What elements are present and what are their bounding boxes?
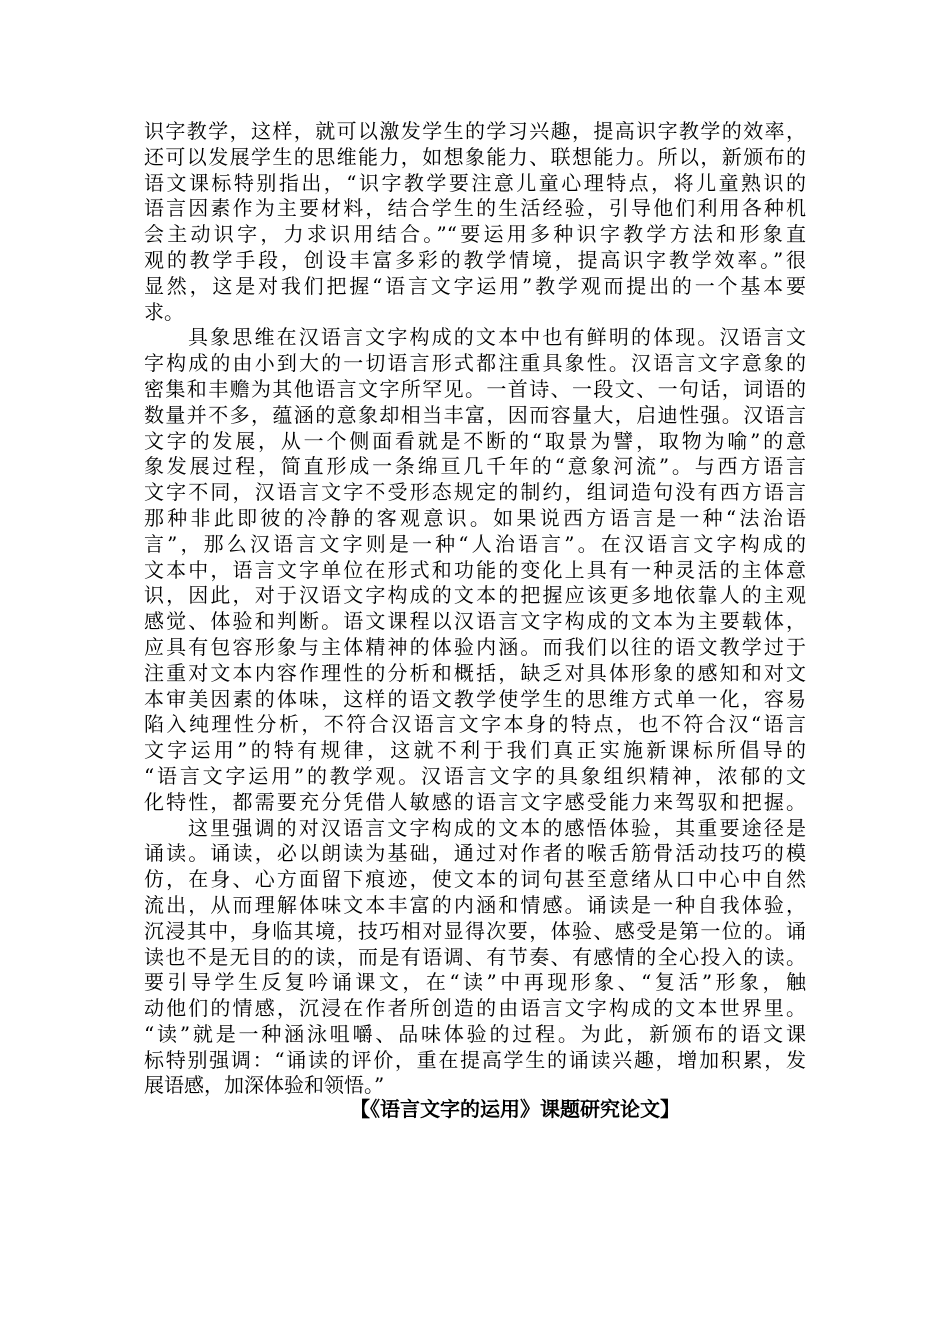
- text-line: 陷入纯理性分析，不符合汉语言文字本身的特点，也不符合汉“语言: [144, 712, 806, 737]
- text-line: 文字运用”的特有规律，这就不利于我们真正实施新课标所倡导的: [144, 738, 806, 763]
- text-line: 还可以发展学生的思维能力，如想象能力、联想能力。所以，新颁布的: [144, 144, 806, 169]
- text-line: 语文课标特别指出，“识字教学要注意儿童心理特点，将儿童熟识的: [144, 170, 806, 195]
- text-line: 数量并不多，蕴涵的意象却相当丰富，因而容量大，启迪性强。汉语言: [144, 402, 806, 427]
- text-line: 应具有包容形象与主体精神的体验内涵。而我们以往的语文教学过于: [144, 634, 806, 659]
- text-line: 文本中，语言文字单位在形式和功能的变化上具有一种灵活的主体意: [144, 557, 806, 582]
- text-line: 要引导学生反复吟诵课文，在“读”中再现形象、“复活”形象，触: [144, 970, 806, 995]
- text-line: 识字教学，这样，就可以激发学生的学习兴趣，提高识字教学的效率，: [144, 119, 806, 143]
- text-line: 展语感，加深体验和领悟。”: [144, 1073, 385, 1098]
- text-line: 动他们的情感，沉浸在作者所创造的由语言文字构成的文本世界里。: [144, 996, 806, 1021]
- text-line: 文字的发展，从一个侧面看就是不断的“取景为譬，取物为喻”的意: [144, 428, 806, 453]
- text-line: 字构成的由小到大的一切语言形式都注重具象性。汉语言文字意象的: [144, 351, 806, 376]
- text-line: 化特性，都需要充分凭借人敏感的语言文字感受能力来驾驭和把握。: [144, 789, 806, 814]
- paragraph-1: [144, 119, 806, 325]
- text-line: 这里强调的对汉语言文字构成的文本的感悟体验，其重要途径是: [188, 815, 806, 840]
- paragraph-2: [144, 325, 806, 815]
- text-line: 那种非此即彼的冷静的客观意识。如果说西方语言是一种“法治语: [144, 505, 806, 530]
- text-line: 会主动识字，力求识用结合。”“要运用多种识字教学方法和形象直: [144, 222, 806, 247]
- text-line: 观的教学手段，创设丰富多彩的教学情境，提高识字教学效率。”很: [144, 247, 806, 272]
- text-line: 识，因此，对于汉语文字构成的文本的把握应该更多地依靠人的主观: [144, 583, 806, 608]
- text-line: 显然，这是对我们把握“语言文字运用”教学观而提出的一个基本要: [144, 273, 806, 298]
- text-line: 象发展过程，简直形成一条绵亘几千年的“意象河流”。与西方语言: [144, 454, 806, 479]
- text-line: 沉浸其中，身临其境，技巧相对显得次要，体验、感受是第一位的。诵: [144, 918, 806, 943]
- text-line: 具象思维在汉语言文字构成的文本中也有鲜明的体现。汉语言文: [188, 325, 806, 350]
- text-line: 注重对文本内容作理性的分析和概括，缺乏对具体形象的感知和对文: [144, 660, 806, 685]
- text-line: 语言因素作为主要材料，结合学生的生活经验，引导他们利用各种机: [144, 196, 806, 221]
- footer-title: 【《语言文字的运用》课题研究论文】: [350, 1097, 680, 1121]
- text-line: 诵读。诵读，必以朗读为基础，通过对作者的喉舌筋骨活动技巧的模: [144, 841, 806, 866]
- text-line: 密集和丰赡为其他语言文字所罕见。一首诗、一段文、一句话，词语的: [144, 376, 806, 401]
- text-line: “语言文字运用”的教学观。汉语言文字的具象组织精神，浓郁的文: [144, 763, 806, 788]
- document-body: [144, 119, 806, 1099]
- text-line: 本审美因素的体味，这样的语文教学使学生的思维方式单一化，容易: [144, 686, 806, 711]
- paragraph-3: [144, 816, 806, 1100]
- text-line: 流出，从而理解体味文本丰富的内涵和情感。诵读是一种自我体验，: [144, 892, 806, 917]
- text-line: 读也不是无目的的读，而是有语调、有节奏、有感情的全心投入的读。: [144, 944, 806, 969]
- text-line: 标特别强调：“诵读的评价，重在提高学生的诵读兴趣，增加积累，发: [144, 1047, 806, 1072]
- text-line: 言”，那么汉语言文字则是一种“人治语言”。在汉语言文字构成的: [144, 531, 806, 556]
- text-line: “读”就是一种涵泳咀嚼、品味体验的过程。为此，新颁布的语文课: [144, 1021, 806, 1046]
- text-line: 仿，在身、心方面留下痕迹，使文本的词句甚至意绪从口中心中自然: [144, 867, 806, 892]
- text-line: 求。: [144, 299, 184, 324]
- text-line: 文字不同，汉语言文字不受形态规定的制约，组词造句没有西方语言: [144, 480, 806, 505]
- text-line: 感觉、体验和判断。语文课程以汉语言文字构成的文本为主要载体，: [144, 609, 806, 634]
